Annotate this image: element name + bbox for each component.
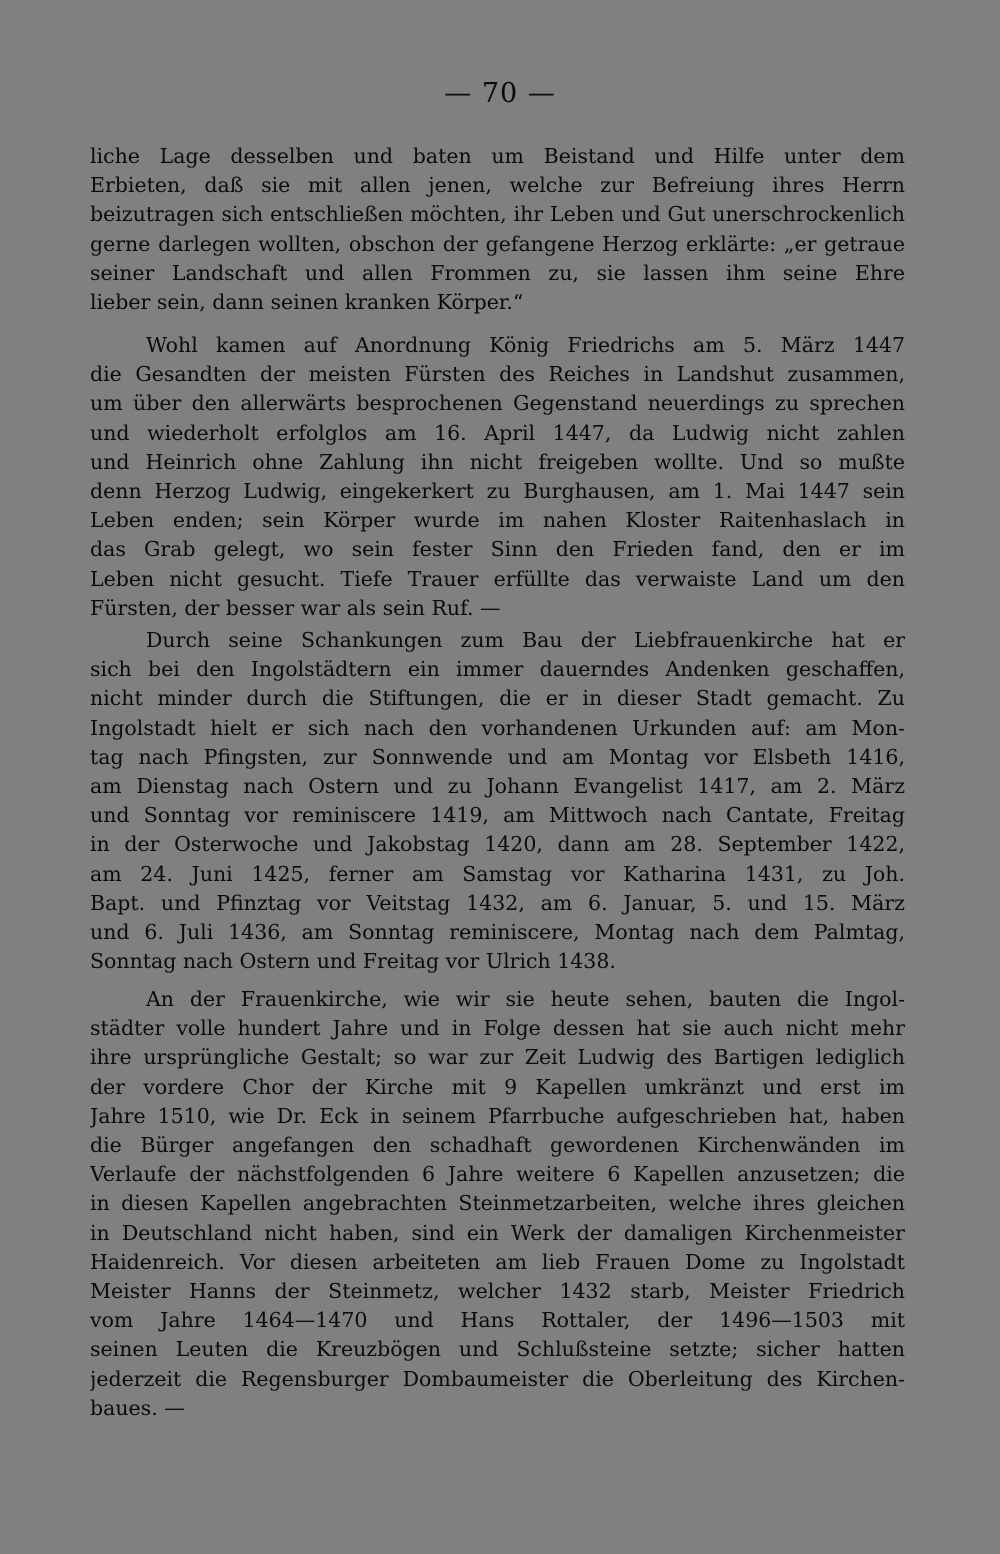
text-line: Leben nicht gesucht. Tiefe Trauer erfüllte das verwaiste Land um den bbox=[90, 566, 905, 591]
text-line: sich bei den Ingolstädtern ein immer dauerndes Andenken geschaffen, bbox=[90, 657, 905, 682]
text-line: Haidenreich. Vor diesen arbeiteten am lieb Frauen Dome zu Ingolstadt bbox=[90, 1249, 905, 1274]
text-line: tag nach Pfingsten, zur Sonnwende und am Montag vor Elsbeth 1416, bbox=[90, 744, 905, 769]
text-line: vom Jahre 1464—1470 und Hans Rottaler, der 1496—1503 mit bbox=[90, 1308, 905, 1333]
text-line: Leben enden; sein Körper wurde im nahen Kloster Raitenhaslach in bbox=[90, 508, 905, 533]
text-line: Meister Hanns der Steinmetz, welcher 1432 starb, Meister Friedrich bbox=[90, 1279, 905, 1304]
paragraph-4 bbox=[90, 985, 905, 1423]
text-line: An der Frauenkirche, wie wir sie heute sehen, bauten die Ingol- bbox=[146, 987, 905, 1011]
text-line: Durch seine Schankungen zum Bau der Liebfrauenkirche hat er bbox=[146, 628, 905, 652]
text-line: um über den allerwärts besprochenen Gegenstand neuerdings zu sprechen bbox=[90, 391, 905, 416]
text-line: Bapt. und Pfinztag vor Veitstag 1432, am 6. Januar, 5. und 15. März bbox=[90, 890, 905, 915]
text-line: baues. — bbox=[90, 1395, 185, 1420]
text-line: die Gesandten der meisten Fürsten des Reiches in Landshut zusammen, bbox=[90, 362, 905, 387]
text-line: der vordere Chor der Kirche mit 9 Kapellen umkränzt und erst im bbox=[90, 1074, 905, 1099]
text-line: Sonntag nach Ostern und Freitag vor Ulrich 1438. bbox=[90, 949, 616, 974]
text-line: in Deutschland nicht haben, sind ein Werk der damaligen Kirchenmeister bbox=[90, 1220, 905, 1245]
text-line: seinen Leuten die Kreuzbögen und Schlußsteine setzte; sicher hatten bbox=[90, 1337, 905, 1362]
text-line: und 6. Juli 1436, am Sonntag reminiscere, Montag nach dem Palmtag, bbox=[90, 920, 905, 945]
text-line: Fürsten, der besser war als sein Ruf. — bbox=[90, 595, 501, 620]
text-line: in der Osterwoche und Jakobstag 1420, dann am 28. September 1422, bbox=[90, 832, 905, 857]
text-line: die Bürger angefangen den schadhaft gewordenen Kirchenwänden im bbox=[90, 1133, 905, 1158]
text-line: am Dienstag nach Ostern und zu Johann Evangelist 1417, am 2. März bbox=[90, 774, 905, 799]
text-line: und Sonntag vor reminiscere 1419, am Mittwoch nach Cantate, Freitag bbox=[90, 803, 905, 828]
text-line: ihre ursprüngliche Gestalt; so war zur Zeit Ludwig des Bartigen lediglich bbox=[90, 1045, 905, 1070]
text-line: denn Herzog Ludwig, eingekerkert zu Burghausen, am 1. Mai 1447 sein bbox=[90, 479, 905, 504]
text-line: in diesen Kapellen angebrachten Steinmetzarbeiten, welche ihres gleichen bbox=[90, 1191, 905, 1216]
page-number: — 70 — bbox=[444, 78, 556, 109]
text-line: Verlaufe der nächstfolgenden 6 Jahre weitere 6 Kapellen anzusetzen; die bbox=[90, 1162, 905, 1187]
text-line: und Heinrich ohne Zahlung ihn nicht freigeben wollte. Und so mußte bbox=[90, 449, 905, 474]
text-line: städter volle hundert Jahre und in Folge dessen hat sie auch nicht mehr bbox=[90, 1016, 905, 1041]
text-line: liche Lage desselben und baten um Beistand und Hilfe unter dem bbox=[90, 144, 905, 168]
text-line: Wohl kamen auf Anordnung König Friedrichs am 5. März 1447 bbox=[146, 333, 905, 357]
text-line: Ingolstadt hielt er sich nach den vorhandenen Urkunden auf: am Mon- bbox=[90, 715, 905, 740]
text-line: beizutragen sich entschließen möchten, ihr Leben und Gut unerschrockenlich bbox=[90, 202, 905, 227]
paragraph-2 bbox=[90, 331, 905, 623]
text-line: seiner Landschaft und allen Frommen zu, sie lassen ihm seine Ehre bbox=[90, 260, 905, 285]
text-line: Erbieten, daß sie mit allen jenen, welche zur Befreiung ihres Herrn bbox=[90, 173, 905, 198]
text-line: das Grab gelegt, wo sein fester Sinn den Frieden fand, den er im bbox=[90, 537, 905, 562]
text-line: lieber sein, dann seinen kranken Körper.“ bbox=[90, 290, 524, 315]
paragraph-3 bbox=[90, 626, 905, 976]
text-line: Jahre 1510, wie Dr. Eck in seinem Pfarrbuche aufgeschrieben hat, haben bbox=[90, 1103, 905, 1128]
text-line: nicht minder durch die Stiftungen, die er in dieser Stadt gemacht. Zu bbox=[90, 686, 905, 711]
text-line: am 24. Juni 1425, ferner am Samstag vor Katharina 1431, zu Joh. bbox=[90, 861, 905, 886]
text-line: und wiederholt erfolglos am 16. April 1447, da Ludwig nicht zahlen bbox=[90, 420, 905, 445]
paragraph-1 bbox=[90, 142, 905, 317]
text-line: jederzeit die Regensburger Dombaumeister die Oberleitung des Kirchen- bbox=[90, 1366, 905, 1391]
text-line: gerne darlegen wollten, obschon der gefangene Herzog erklärte: „er getraue bbox=[90, 231, 905, 256]
